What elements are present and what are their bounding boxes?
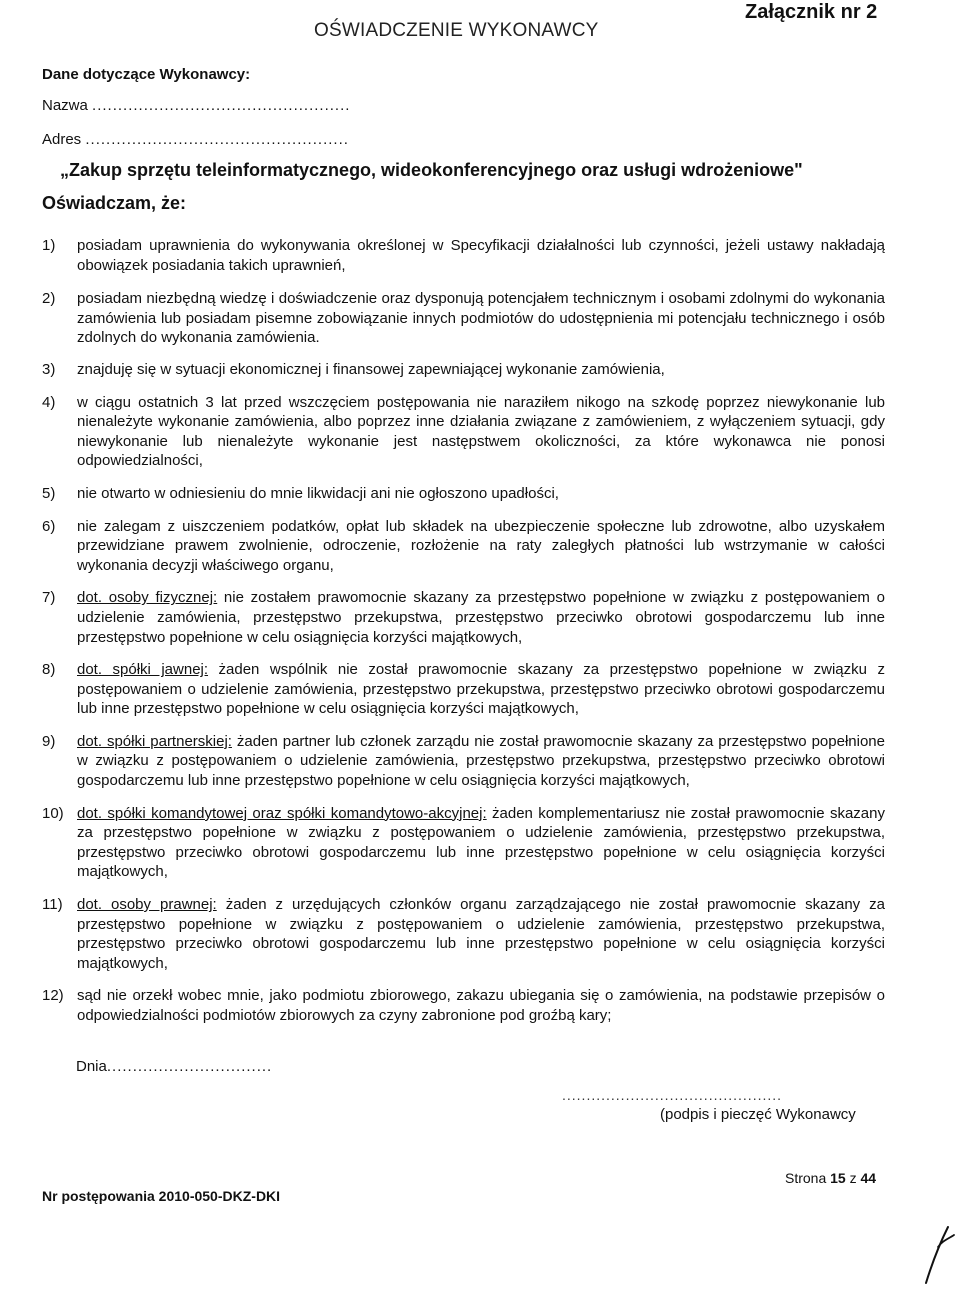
- item-number: 4): [42, 393, 56, 411]
- signature-line: .............................................: [562, 1087, 783, 1103]
- item-text: w ciągu ostatnich 3 lat przed wszczęciem postępowania nie naraziłem nikogo na szkodę poprzez niewykonanie lub nienależyte wykonanie zamówienia, albo poprzez inne działania związane z zamówieniem, z wyłączeniem sytuacji, gdy niewykonanie lub nienależyte wykonanie jest następstwem okoliczności, za które wykonawca nie ponosi odpowiedzialności,: [77, 393, 885, 470]
- declaration-item-10: [42, 804, 885, 882]
- item-text: nie otwarto w odniesieniu do mnie likwidacji ani nie ogłoszono upadłości,: [77, 484, 559, 502]
- item-text: znajduję się w sytuacji ekonomicznej i finansowej zapewniającej wykonanie zamówienia,: [77, 360, 665, 378]
- declaration-item-12: [42, 986, 885, 1025]
- item-prefix: dot. spółki komandytowej oraz spółki komandytowo-akcyjnej:: [77, 804, 487, 822]
- item-number: 6): [42, 517, 56, 535]
- declaration-item-6: [42, 517, 885, 576]
- declaration-item-2: [42, 289, 885, 348]
- name-label: Nazwa: [42, 97, 88, 114]
- page-total: 44: [860, 1170, 877, 1186]
- item-text: żaden z urzędujących członków organu zarządzającego nie został prawomocnie skazany za przestępstwo popełnione w związku z postępowaniem o udzielenie zamówienia, przestępstwo przekupstwa, przestępstwo przeciwko obrotowi gospodarczemu lub inne przestępstwo popełnione w celu osiągnięcia korzyści majątkowych,: [77, 896, 886, 972]
- item-number: 3): [42, 360, 56, 378]
- declaration-item-11: [42, 895, 885, 973]
- item-number: 7): [42, 589, 56, 607]
- item-text: nie zostałem prawomocnie skazany za przestępstwo popełnione w związku z postępowaniem o udzielenie zamówienia, przestępstwo przekupstwa, przestępstwo przeciwko obrotowi gospodarczemu lub inne przestępstwo popełnione w celu osiągnięcia korzyści majątkowych,: [77, 589, 885, 646]
- declaration-item-1: [42, 236, 885, 275]
- page-prefix: Strona: [785, 1170, 827, 1186]
- item-text: nie zalegam z uiszczeniem podatków, opłat lub składek na ubezpieczenie społeczne lub zdrowotne, albo uzyskałem przewidziane prawem zwolnienie, odroczenie, rozłożenie na raty zaległych płatności lub wstrzymanie w całości wykonania decyzji właściwego organu,: [77, 517, 885, 574]
- signature-label: (podpis i pieczęć Wykonawcy: [660, 1106, 856, 1123]
- item-number: 9): [42, 732, 56, 750]
- initials-mark: [920, 1225, 958, 1287]
- address-field: [42, 131, 349, 148]
- declaration-item-4: [42, 393, 885, 471]
- item-number: 10): [42, 804, 64, 822]
- proceeding-number: Nr postępowania 2010-050-DKZ-DKI: [42, 1188, 281, 1204]
- document-title: OŚWIADCZENIE WYKONAWCY: [314, 20, 599, 41]
- item-number: 2): [42, 290, 56, 308]
- address-dots: ...................................................: [85, 131, 349, 148]
- declaration-item-9: [42, 732, 885, 791]
- item-text: posiadam uprawnienia do wykonywania określonej w Specyfikacji działalności lub czynności, jeżeli ustawy nakładają obowiązek posiadania takich uprawnień,: [77, 237, 885, 274]
- item-number: 11): [42, 896, 63, 914]
- declaration-item-8: [42, 660, 885, 719]
- declaration-heading: Oświadczam, że:: [42, 193, 187, 213]
- item-prefix: dot. osoby fizycznej:: [77, 589, 218, 607]
- contractor-heading: Dane dotyczące Wykonawcy:: [42, 66, 251, 83]
- item-number: 8): [42, 661, 56, 679]
- item-text: posiadam niezbędną wiedzę i doświadczenie oraz dysponują potencjałem technicznym i osobami zdolnymi do wykonania zamówienia lub posiadam pisemne zobowiązanie innych podmiotów do udostępnienia mi potencjału technicznego i osób zdolnych do wykonania zamówienia.: [77, 290, 885, 347]
- item-text: żaden partner lub członek zarządu nie został prawomocnie skazany za przestępstwo popełnione w związku z postępowaniem o udzielenie zamówienia, przestępstwo przekupstwa, przestępstwo przeciwko obrotowi gospodarczemu lub inne przestępstwo popełnione w celu osiągnięcia korzyści majątkowych,: [77, 732, 885, 790]
- item-number: 5): [42, 484, 56, 502]
- item-text: żaden komplementariusz nie został prawomocnie skazany za przestępstwo popełnione w związku z postępowaniem o udzielenie zamówienia, przestępstwo przekupstwa, przestępstwo przeciwko obrotowi gospodarczemu lub inne przestępstwo popełnione w celu osiągnięcia korzyści majątkowych,: [77, 804, 885, 881]
- date-label: Dnia: [76, 1058, 107, 1075]
- declaration-item-3: [42, 360, 885, 380]
- item-prefix: dot. spółki jawnej:: [77, 661, 209, 679]
- procurement-subject: „Zakup sprzętu teleinformatycznego, wideokonferencyjnego oraz usługi wdrożeniowe": [60, 160, 803, 180]
- date-dots: ................................: [106, 1058, 273, 1075]
- page-separator: z: [849, 1170, 857, 1186]
- page-number: [785, 1170, 876, 1186]
- item-number: 12): [42, 987, 64, 1005]
- declaration-item-5: [42, 484, 885, 504]
- name-field: [42, 97, 350, 114]
- item-prefix: dot. osoby prawnej:: [77, 896, 217, 914]
- address-label: Adres: [42, 131, 82, 148]
- page-current: 15: [830, 1170, 846, 1186]
- declaration-item-7: [42, 588, 885, 647]
- name-dots: ..................................................: [92, 97, 351, 114]
- item-number: 1): [42, 237, 56, 254]
- date-field: [76, 1058, 272, 1075]
- annex-label: Załącznik nr 2: [745, 1, 878, 23]
- item-text: sąd nie orzekł wobec mnie, jako podmiotu zbiorowego, zakazu ubiegania się o zamówienia, na podstawie przepisów o odpowiedzialności podmiotów zbiorowych za czyny zabronione pod groźbą kary;: [77, 987, 885, 1024]
- declaration-list: [42, 236, 885, 1026]
- item-prefix: dot. spółki partnerskiej:: [77, 732, 232, 750]
- item-text: żaden wspólnik nie został prawomocnie skazany za przestępstwo popełnione w związku z postępowaniem o udzielenie zamówienia, przestępstwo przekupstwa, przestępstwo przeciwko obrotowi gospodarczemu lub inne przestępstwo popełnione w celu osiągnięcia korzyści majątkowych,: [77, 661, 885, 718]
